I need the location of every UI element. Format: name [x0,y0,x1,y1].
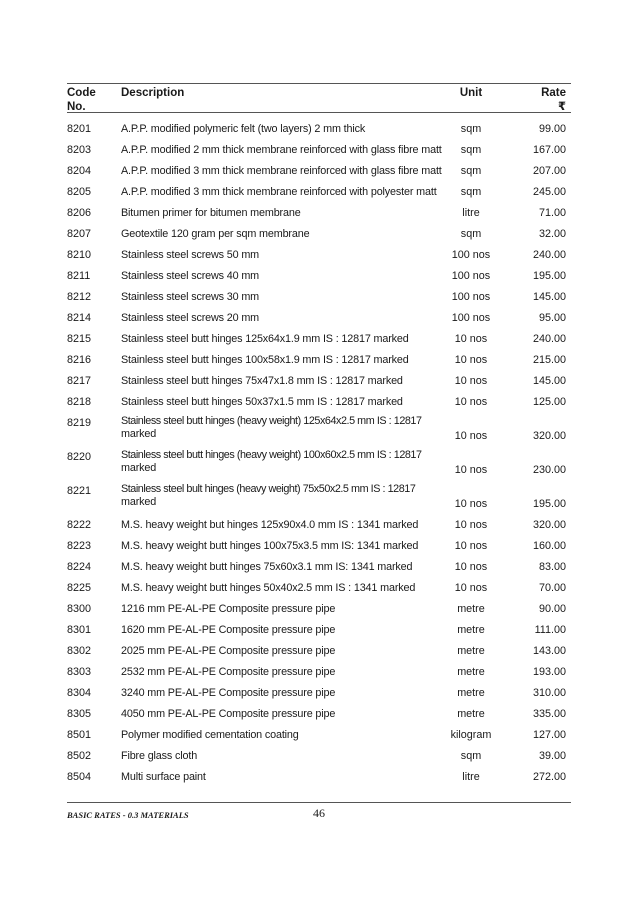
item-description-line: M.S. heavy weight butt hinges 100x75x3.5 mm IS: 1341 marked [121,540,419,552]
item-code: 8301 [67,624,92,636]
table-row [0,344,638,365]
table-row [0,407,638,441]
item-rate: 230.00 [532,464,566,476]
item-code: 8207 [67,228,92,240]
rates-table-body [0,113,638,782]
item-unit: metre [457,666,485,678]
item-unit: 10 nos [454,561,488,573]
item-code: 8504 [67,771,92,783]
footer-section-title: BASIC RATES - 0.3 MATERIALS [67,810,189,820]
item-description-line: Multi surface paint [121,771,206,783]
item-rate: 310.00 [532,687,566,699]
item-unit: 100 nos [451,291,491,303]
table-row [0,302,638,323]
item-unit: metre [457,687,485,699]
item-description-line: A.P.P. modified polymeric felt (two layers) 2 mm thick [121,123,366,135]
item-rate: 167.00 [532,144,566,156]
table-row [0,134,638,155]
item-unit: sqm [460,165,482,177]
item-code: 8204 [67,165,92,177]
item-unit: 100 nos [451,270,491,282]
item-description-line: M.S. heavy weight but hinges 125x90x4.0 mm IS : 1341 marked [121,519,419,531]
item-rate: 320.00 [532,519,566,531]
item-unit: sqm [460,144,482,156]
item-code: 8305 [67,708,92,720]
table-row [0,260,638,281]
item-description-line: Stainless steel screws 20 mm [121,312,260,324]
item-code: 8211 [67,270,91,282]
item-rate: 272.00 [532,771,566,783]
item-description-line: marked [121,428,157,440]
table-row [0,656,638,677]
item-description-line: Stainless steel butt hinges 75x47x1.8 mm IS : 12817 marked [121,375,403,387]
table-row [0,551,638,572]
item-rate: 240.00 [532,333,566,345]
table-row [0,635,638,656]
item-rate: 195.00 [532,270,566,282]
item-description-line: 2025 mm PE-AL-PE Composite pressure pipe [121,645,336,657]
item-description-line: A.P.P. modified 3 mm thick membrane reinforced with glass fibre matt [121,165,442,177]
item-unit: litre [462,207,480,219]
item-rate: 90.00 [538,603,566,615]
table-row [0,572,638,593]
item-rate: 215.00 [532,354,566,366]
item-code: 8302 [67,645,92,657]
item-unit: 10 nos [454,582,488,594]
item-rate: 39.00 [538,750,566,762]
item-description-line: Stainless steel butt hinges 125x64x1.9 mm IS : 12817 marked [121,333,409,345]
item-rate: 70.00 [538,582,566,594]
item-code: 8212 [67,291,92,303]
table-row [0,441,638,475]
item-code: 8223 [67,540,92,552]
item-code: 8215 [67,333,92,345]
item-description [121,483,439,509]
item-code: 8218 [67,396,92,408]
footer-rule [67,802,571,803]
header-code-line1: Code [67,87,96,99]
item-unit: sqm [460,228,482,240]
item-rate: 320.00 [532,430,566,442]
table-row [0,386,638,407]
item-code: 8224 [67,561,92,573]
item-unit: 10 nos [454,540,488,552]
item-description-line: 1216 mm PE-AL-PE Composite pressure pipe [121,603,336,615]
item-unit: metre [457,603,485,615]
item-rate: 95.00 [538,312,566,324]
item-rate: 240.00 [532,249,566,261]
item-unit: 10 nos [454,430,488,442]
item-description-line: Bitumen primer for bitumen membrane [121,207,301,219]
item-code: 8303 [67,666,92,678]
item-unit: 10 nos [454,396,488,408]
item-unit: 10 nos [454,464,488,476]
table-row [0,530,638,551]
item-rate: 207.00 [532,165,566,177]
item-code: 8221 [67,485,92,497]
item-unit: 10 nos [454,498,488,510]
item-code: 8300 [67,603,92,615]
item-description-line: M.S. heavy weight butt hinges 75x60x3.1 mm IS: 1341 marked [121,561,413,573]
rupee-symbol: ₹ [557,101,566,113]
item-rate: 193.00 [532,666,566,678]
item-code: 8206 [67,207,92,219]
item-rate: 111.00 [534,624,566,636]
item-code: 8502 [67,750,92,762]
item-code: 8205 [67,186,92,198]
item-rate: 335.00 [532,708,566,720]
item-unit: 10 nos [454,354,488,366]
item-unit: sqm [460,750,482,762]
table-row [0,218,638,239]
item-description-line: Stainless steel butt hinges 100x58x1.9 mm IS : 12817 marked [121,354,409,366]
item-description-line: M.S. heavy weight butt hinges 50x40x2.5 mm IS : 1341 marked [121,582,416,594]
item-description-line: marked [121,462,157,474]
item-unit: 100 nos [451,249,491,261]
item-description-line: 1620 mm PE-AL-PE Composite pressure pipe [121,624,336,636]
item-rate: 71.00 [538,207,566,219]
item-description-line: A.P.P. modified 3 mm thick membrane reinforced with polyester matt [121,186,437,198]
table-row [0,113,638,134]
item-unit: 10 nos [454,519,488,531]
item-code: 8217 [67,375,92,387]
header-unit: Unit [459,87,483,99]
item-description-line: Stainless steel screws 40 mm [121,270,260,282]
item-code: 8214 [67,312,92,324]
table-row [0,475,638,509]
table-top-rule [67,83,571,84]
item-description-line: Stainless steel butt hinges (heavy weight) 100x60x2.5 mm IS : 12817 [121,449,422,461]
item-rate: 160.00 [532,540,566,552]
item-description-line: Stainless steel screws 50 mm [121,249,260,261]
item-description-line: Stainless steel bult hinges (heavy weight) 75x50x2.5 mm IS : 12817 [121,483,416,495]
item-unit: metre [457,624,485,636]
page-number: 46 [313,806,325,820]
table-row [0,509,638,530]
table-row [0,323,638,344]
item-description-line: Stainless steel screws 30 mm [121,291,260,303]
item-description-line: marked [121,496,157,508]
header-rate-label: Rate [541,87,566,99]
item-description-line: 2532 mm PE-AL-PE Composite pressure pipe [121,666,336,678]
table-row [0,614,638,635]
table-row [0,239,638,260]
item-code: 8201 [67,123,92,135]
item-unit: metre [457,645,485,657]
table-row [0,281,638,302]
item-rate: 125.00 [532,396,566,408]
item-unit: metre [457,708,485,720]
item-description [121,771,439,784]
item-unit: 100 nos [451,312,491,324]
table-row [0,677,638,698]
item-description-line: Stainless steel butt hinges (heavy weight) 125x64x2.5 mm IS : 12817 [121,415,422,427]
item-code: 8501 [67,729,92,741]
item-code: 8220 [67,451,92,463]
table-row [0,593,638,614]
item-description-line: A.P.P. modified 2 mm thick membrane reinforced with glass fibre matt [121,144,442,156]
item-code: 8304 [67,687,92,699]
item-description [121,449,439,475]
item-unit: kilogram [450,729,492,741]
header-code-line2: No. [67,101,86,113]
item-description-line: Geotextile 120 gram per sqm membrane [121,228,310,240]
item-description-line: Stainless steel butt hinges 50x37x1.5 mm IS : 12817 marked [121,396,403,408]
item-code: 8216 [67,354,92,366]
item-description [121,415,439,441]
header-code [67,86,107,114]
item-rate: 145.00 [532,291,566,303]
item-description-line: 3240 mm PE-AL-PE Composite pressure pipe [121,687,336,699]
table-row [0,365,638,386]
item-rate: 83.00 [538,561,566,573]
item-unit: litre [462,771,480,783]
table-row [0,698,638,719]
item-description-line: 4050 mm PE-AL-PE Composite pressure pipe [121,708,336,720]
item-description-line: Polymer modified cementation coating [121,729,299,741]
item-rate: 32.00 [538,228,566,240]
table-row [0,197,638,218]
item-code: 8203 [67,144,92,156]
item-rate: 143.00 [532,645,566,657]
item-unit: 10 nos [454,333,488,345]
table-row [0,761,638,782]
item-unit: sqm [460,123,482,135]
item-rate: 145.00 [532,375,566,387]
item-rate: 127.00 [532,729,566,741]
item-code: 8222 [67,519,92,531]
item-rate: 245.00 [532,186,566,198]
item-code: 8210 [67,249,92,261]
item-description-line: Fibre glass cloth [121,750,198,762]
table-row [0,719,638,740]
item-rate: 195.00 [532,498,566,510]
header-rate [500,86,566,114]
item-code: 8225 [67,582,92,594]
item-rate: 99.00 [538,123,566,135]
item-code: 8219 [67,417,92,429]
table-row [0,155,638,176]
table-row [0,176,638,197]
table-row [0,740,638,761]
item-unit: sqm [460,186,482,198]
item-unit: 10 nos [454,375,488,387]
header-description: Description [121,87,185,99]
